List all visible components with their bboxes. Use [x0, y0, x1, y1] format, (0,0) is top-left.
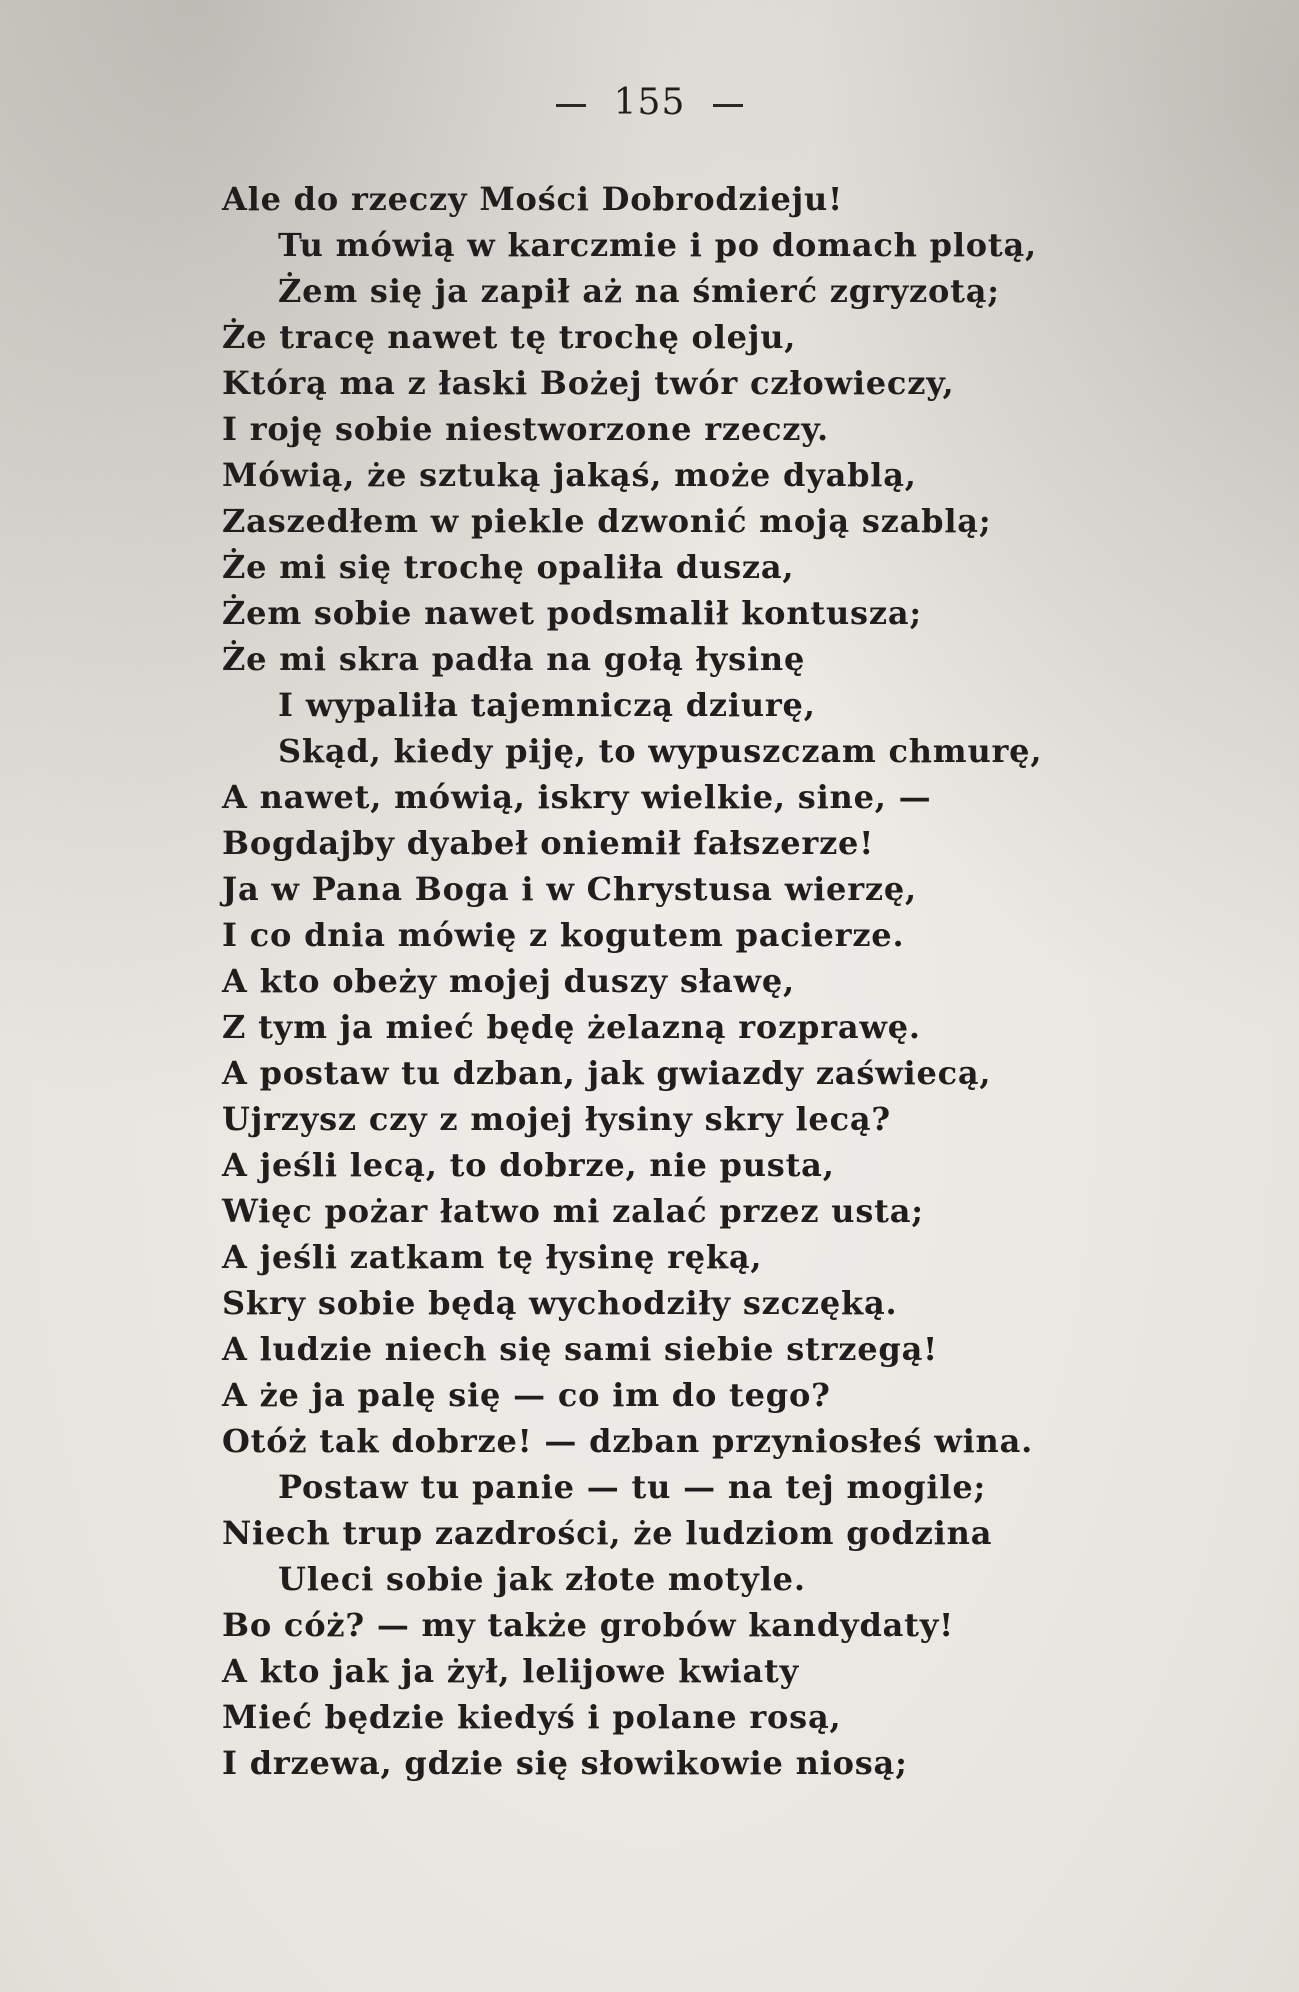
poem-line: Postaw tu panie — tu — na tej mogile; [278, 1468, 987, 1506]
header-dash-right [713, 104, 743, 107]
poem-text [222, 176, 1242, 1786]
poem-line: Bo cóż? — my także grobów kandydaty! [222, 1606, 954, 1644]
poem-line: Bogdajby dyabeł oniemił fałszerze! [222, 824, 875, 862]
poem-line: Więc pożar łatwo mi zalać przez usta; [222, 1192, 924, 1230]
poem-line: A jeśli zatkam tę łysinę ręką, [222, 1238, 763, 1276]
poem-line: Skry sobie będą wychodziły szczęką. [222, 1284, 898, 1322]
poem-line: Mówią, że sztuką jakąś, może dyablą, [222, 456, 917, 494]
poem-line: Którą ma z łaski Bożej twór człowieczy, [222, 364, 955, 402]
poem-line: I drzewa, gdzie się słowikowie niosą; [222, 1744, 908, 1782]
poem-line: Że tracę nawet tę trochę oleju, [222, 318, 797, 356]
poem-line: Uleci sobie jak złote motyle. [278, 1560, 806, 1598]
poem-line: Niech trup zazdrości, że ludziom godzina [222, 1514, 993, 1552]
poem-line: Ja w Pana Boga i w Chrystusa wierzę, [222, 870, 917, 908]
poem-line: Ale do rzeczy Mości Dobrodzieju! [222, 180, 843, 218]
poem-line: Ujrzysz czy z mojej łysiny skry lecą? [222, 1100, 891, 1138]
poem-line: Zaszedłem w piekle dzwonić moją szablą; [222, 502, 992, 540]
poem-line: Z tym ja mieć będę żelazną rozprawę. [222, 1008, 921, 1046]
poem-line: Że mi się trochę opaliła dusza, [222, 548, 795, 586]
poem-line: A kto obeży mojej duszy sławę, [222, 962, 795, 1000]
poem-line: A ludzie niech się sami siebie strzegą! [222, 1330, 938, 1368]
page-number: 155 [613, 82, 686, 123]
poem-line: Otóż tak dobrze! — dzban przyniosłeś wina. [222, 1422, 1034, 1460]
poem-line: A kto jak ja żył, lelijowe kwiaty [222, 1652, 800, 1690]
poem-line: I roję sobie niestworzone rzeczy. [222, 410, 829, 448]
poem-line: Żem się ja zapił aż na śmierć zgryzotą; [278, 272, 1000, 310]
poem-line: Że mi skra padła na gołą łysinę [222, 640, 806, 678]
header-dash-left [556, 104, 586, 107]
poem-line: Mieć będzie kiedyś i polane rosą, [222, 1698, 842, 1736]
poem-line: I co dnia mówię z kogutem pacierze. [222, 916, 905, 954]
poem-line: Tu mówią w karczmie i po domach plotą, [278, 226, 1037, 264]
poem-line: A nawet, mówią, iskry wielkie, sine, — [222, 778, 932, 816]
poem-line: Żem sobie nawet podsmalił kontusza; [222, 594, 922, 632]
poem-line: I wypaliła tajemniczą dziurę, [278, 686, 816, 724]
poem-line: A postaw tu dzban, jak gwiazdy zaświecą, [222, 1054, 992, 1092]
poem-line: A jeśli lecą, to dobrze, nie pusta, [222, 1146, 835, 1184]
page-header [0, 78, 1299, 128]
poem-line: A że ja palę się — co im do tego? [222, 1376, 831, 1414]
poem-line: Skąd, kiedy piję, to wypuszczam chmurę, [278, 732, 1043, 770]
